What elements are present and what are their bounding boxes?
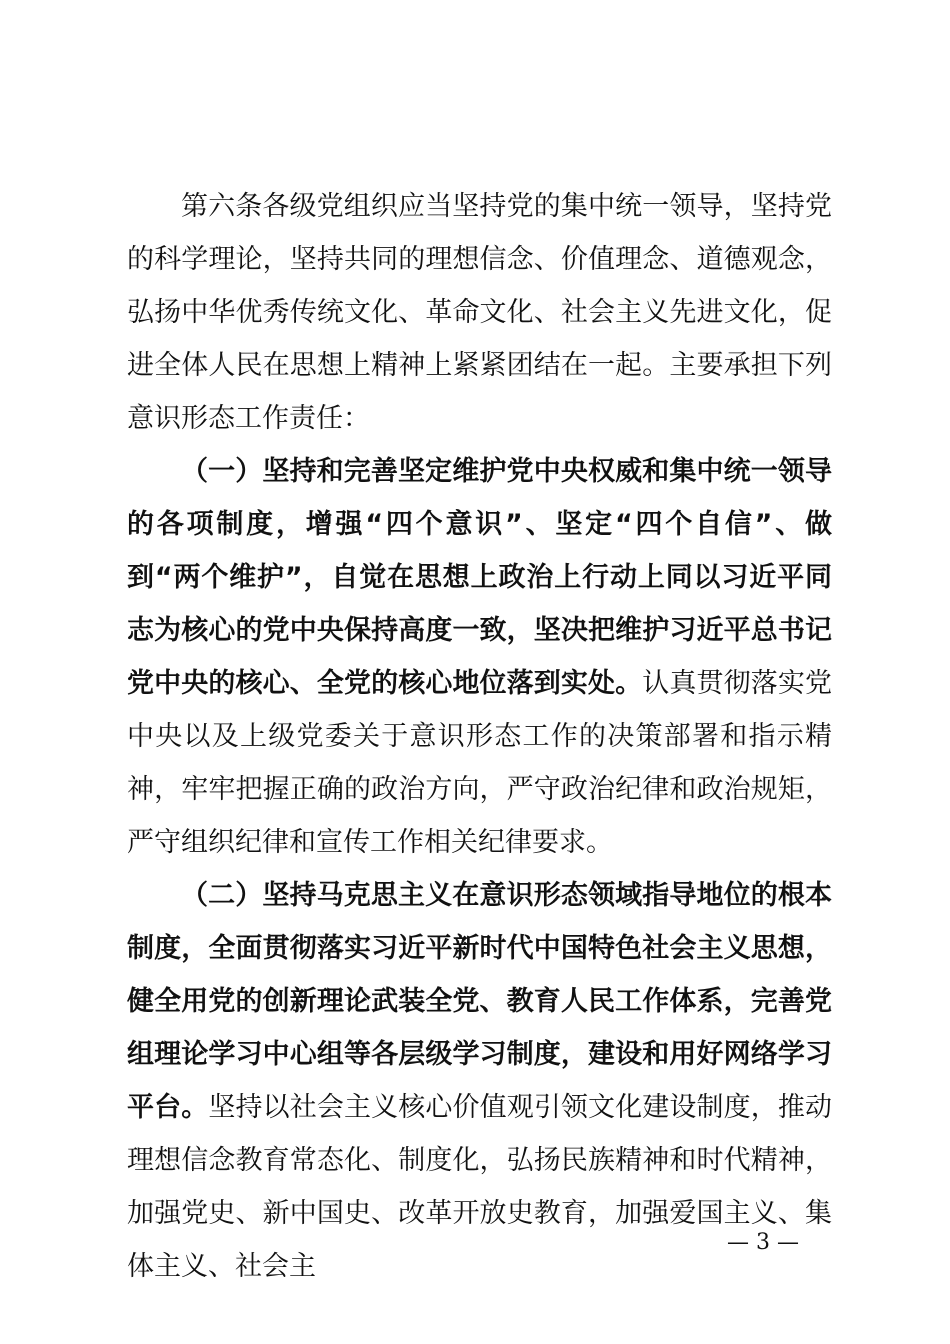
- paragraph-item-1: [127, 445, 832, 869]
- paragraph-article-6-text: 第六条各级党组织应当坚持党的集中统一领导，坚持党的科学理论，坚持共同的理想信念、价值理念、道德观念，弘扬中华优秀传统文化、革命文化、社会主义先进文化，促进全体人民在思想上精神上紧紧团结在一起。主要承担下列意识形态工作责任：: [127, 191, 832, 434]
- item-2-bold-text: （二）坚持马克思主义在意识形态领域指导地位的根本制度，全面贯彻落实习近平新时代中国特色社会主义思想，健全用党的创新理论武装全党、教育人民工作体系，完善党组理论学习中心组等各层级学习制度，建设和用好网络学习平台。: [127, 880, 832, 1123]
- paragraph-article-6: [127, 180, 832, 445]
- page-number: — 3 —: [727, 1230, 799, 1255]
- document-body: [127, 180, 832, 1293]
- item-1-normal-text: 认真贯彻落实党中央以及上级党委关于意识形态工作的决策部署和指示精神，牢牢把握正确的政治方向，严守政治纪律和政治规矩，严守组织纪律和宣传工作相关纪律要求。: [127, 668, 833, 858]
- item-2-normal-text: 坚持以社会主义核心价值观引领文化建设制度，推动理想信念教育常态化、制度化，弘扬民族精神和时代精神，加强党史、新中国史、改革开放史教育，加强爱国主义、集体主义、社会主: [127, 1092, 833, 1282]
- item-1-bold-text: （一）坚持和完善坚定维护党中央权威和集中统一领导的各项制度，增强“四个意识”、坚定“四个自信”、做到“两个维护”，自觉在思想上政治上行动上同以习近平同志为核心的党中央保持高度一致，坚决把维护习近平总书记党中央的核心、全党的核心地位落到实处。: [127, 456, 832, 699]
